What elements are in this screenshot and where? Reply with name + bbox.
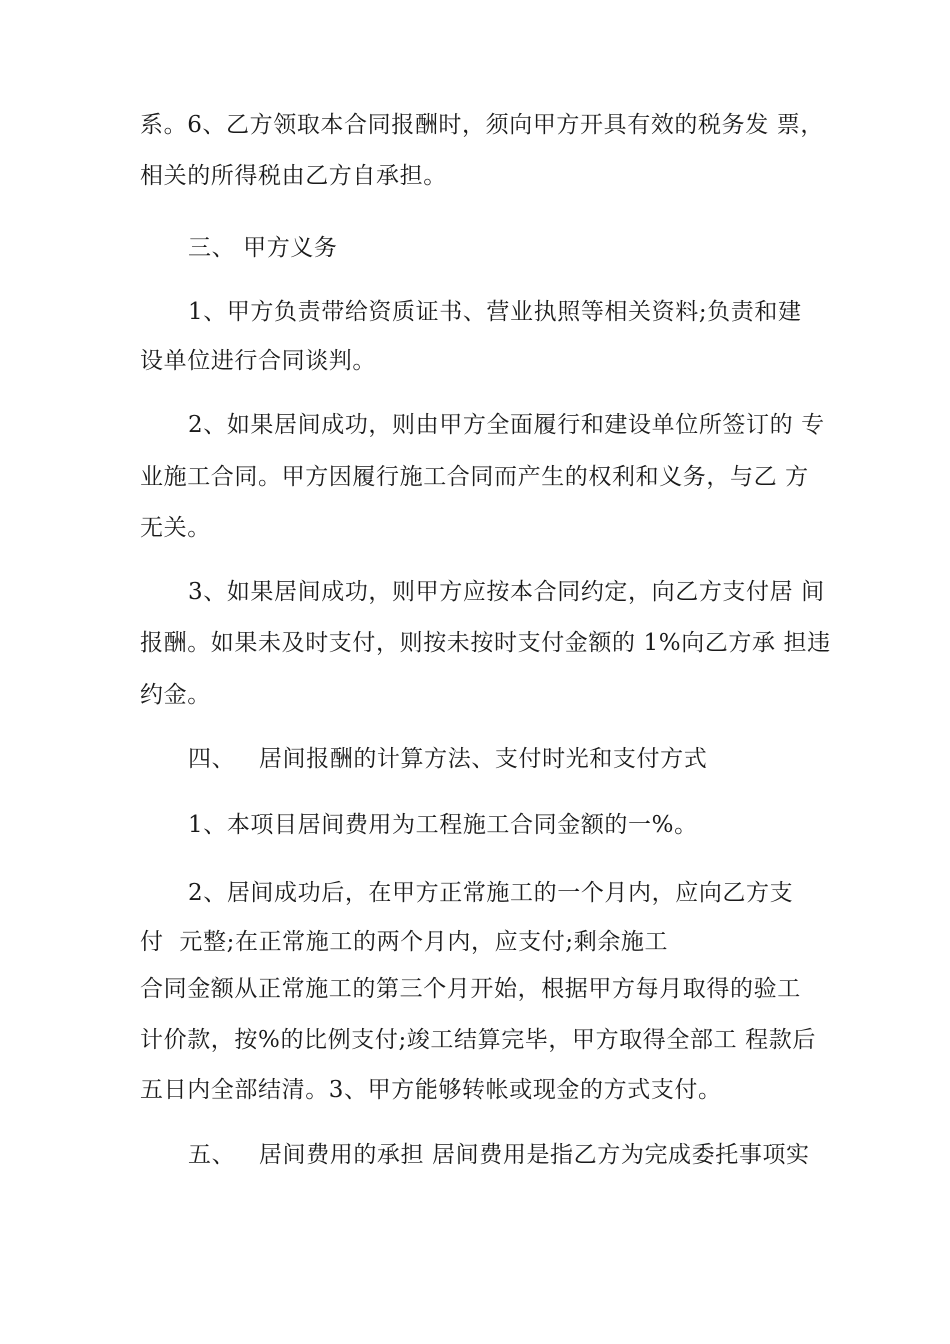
paragraph-line: 合同金额从正常施工的第三个月开始，根据甲方每月取得的验工 [140,976,801,1002]
paragraph-line: 设单位进行合同谈判。 [140,348,376,374]
paragraph-line: 相关的所得税由乙方自承担。 [140,163,447,189]
paragraph-line: 报酬。如果未及时支付，则按未按时支付金额的 1%向乙方承 担违 [140,630,831,656]
paragraph-line: 计价款，按%的比例支付;竣工结算完毕，甲方取得全部工 程款后 [140,1027,816,1053]
paragraph-line: 2、居间成功后，在甲方正常施工的一个月内，应向乙方支 [188,880,794,906]
paragraph-line: 系。6、乙方领取本合同报酬时，须向甲方开具有效的税务发 票， [140,112,824,138]
section-heading: 四、 居间报酬的计算方法、支付时光和支付方式 [188,746,708,772]
paragraph-line: 无关。 [140,515,211,541]
paragraph-line: 五日内全部结清。3、甲方能够转帐或现金的方式支付。 [140,1077,722,1103]
paragraph-line: 业施工合同。甲方因履行施工合同而产生的权利和义务，与乙 方 [140,464,809,490]
paragraph-line: 约金。 [140,682,211,708]
paragraph-line: 1、甲方负责带给资质证书、营业执照等相关资料;负责和建 [188,299,802,325]
paragraph-line: 2、如果居间成功，则由甲方全面履行和建设单位所签订的 专 [188,412,825,438]
section-heading: 三、 甲方义务 [188,235,338,261]
paragraph-line: 3、如果居间成功，则甲方应按本合同约定，向乙方支付居 间 [188,579,825,605]
paragraph-line: 付 元整;在正常施工的两个月内，应支付;剩余施工 [140,929,669,955]
paragraph-line: 1、本项目居间费用为工程施工合同金额的一%。 [188,812,698,838]
section-heading: 五、 居间费用的承担 居间费用是指乙方为完成委托事项实 [188,1142,810,1168]
